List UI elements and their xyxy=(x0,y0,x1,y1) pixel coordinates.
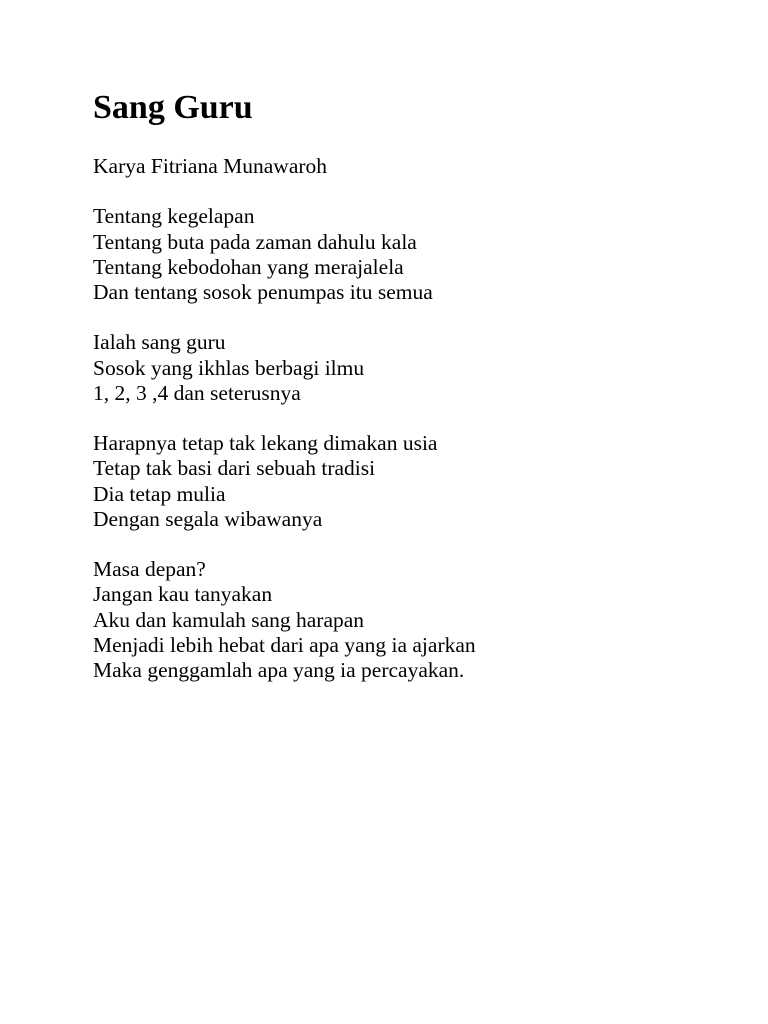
poem-line: Ialah sang guru xyxy=(93,330,226,355)
poem-line: Dia tetap mulia xyxy=(93,481,226,506)
poem-line: Jangan kau tanyakan xyxy=(93,582,273,607)
stanza-1 xyxy=(93,204,768,305)
poem-line: Tentang kegelapan xyxy=(93,204,255,229)
poem-author: Karya Fitriana Munawaroh xyxy=(93,154,328,178)
poem-line: Harapnya tetap tak lekang dimakan usia xyxy=(93,431,438,456)
stanza-2 xyxy=(93,330,768,406)
stanza-4 xyxy=(93,557,768,683)
poem-line: Maka genggamlah apa yang ia percayakan. xyxy=(93,658,465,682)
poem-line: Aku dan kamulah sang harapan xyxy=(93,607,365,632)
poem-line: Menjadi lebih hebat dari apa yang ia ajarkan xyxy=(93,632,476,657)
poem-title: Sang Guru xyxy=(93,89,253,126)
poem-line: Masa depan? xyxy=(93,557,206,582)
poem-line: Tetap tak basi dari sebuah tradisi xyxy=(93,456,376,481)
poem-line: Dengan segala wibawanya xyxy=(93,506,323,531)
poem-line: Tentang buta pada zaman dahulu kala xyxy=(93,229,417,254)
poem-line: Dan tentang sosok penumpas itu semua xyxy=(93,280,433,304)
poem-line: 1, 2, 3 ,4 dan seterusnya xyxy=(93,380,301,405)
poem-line: Tentang kebodohan yang merajalela xyxy=(93,254,404,279)
poem-line: Sosok yang ikhlas berbagi ilmu xyxy=(93,355,365,380)
stanza-3 xyxy=(93,431,768,532)
